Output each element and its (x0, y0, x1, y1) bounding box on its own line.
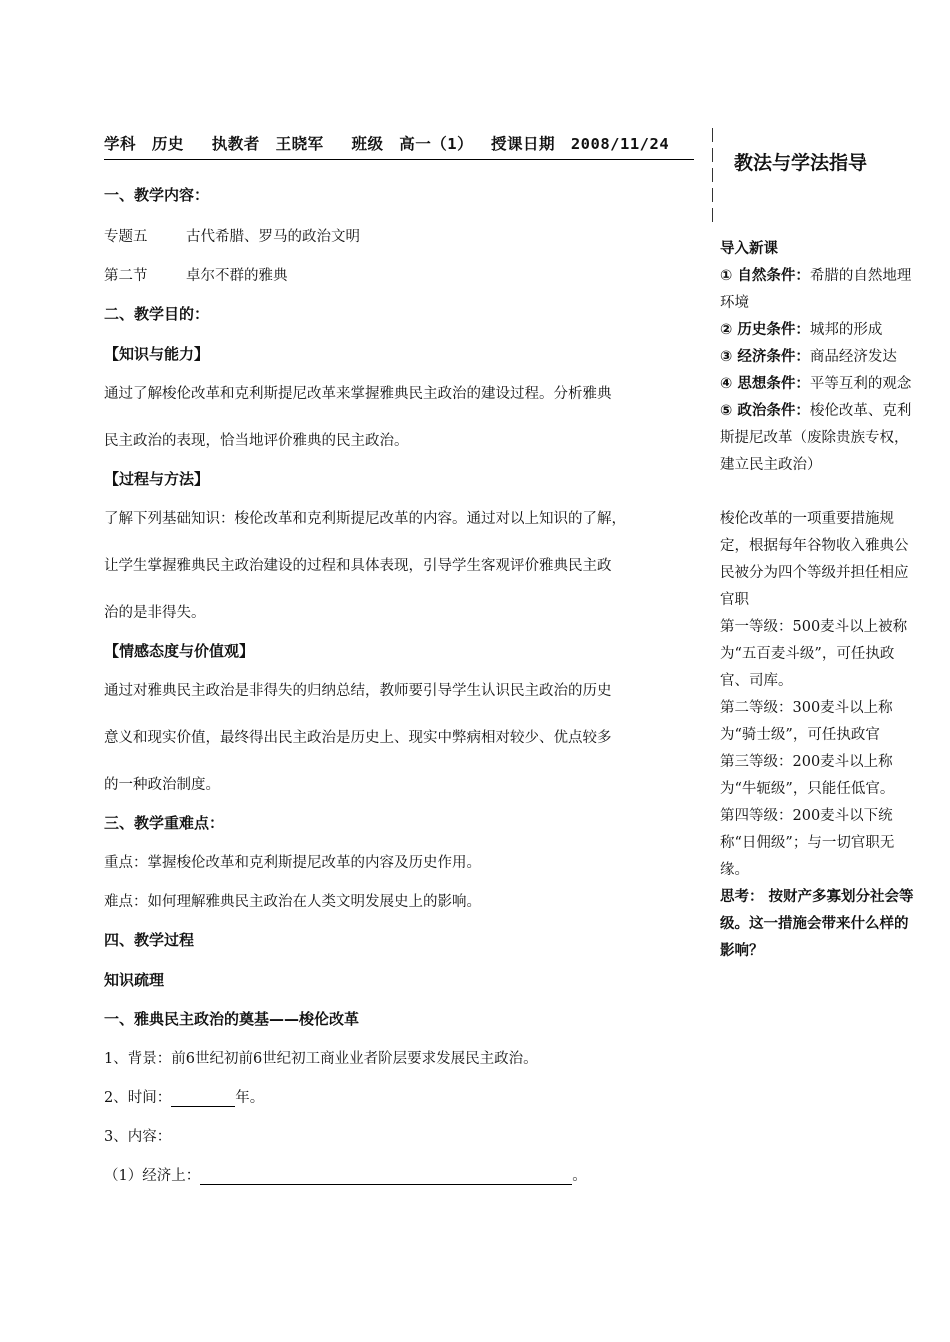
section-name: 卓尔不群的雅典 (186, 268, 288, 284)
process-method-line-2: 让学生掌握雅典民主政治建设的过程和具体表现，引导学生客观评价雅典民主政 (104, 558, 612, 574)
section-1-title: 一、教学内容： (104, 186, 210, 204)
section-4-title: 四、教学过程 (104, 931, 195, 949)
attitude-values-title: 【情感态度与价值观】 (104, 642, 255, 660)
section-3-title: 三、教学重难点： (104, 814, 225, 832)
process-method-title: 【过程与方法】 (104, 470, 210, 488)
process-method-line-1: 了解下列基础知识：梭伦改革和克利斯提尼改革的内容。通过对以上知识的了解， (104, 511, 626, 527)
item-time (104, 1086, 264, 1107)
process-method-line-3: 治的是非得失。 (104, 605, 206, 621)
topic-line (104, 225, 360, 246)
economy-blank[interactable] (200, 1170, 572, 1185)
teacher-label: 执教者 (211, 135, 260, 153)
knowledge-ability-line-1: 通过了解梭伦改革和克利斯提尼改革来掌握雅典民主政治的建设过程。分析雅典 (104, 386, 612, 402)
item-time-suffix: 年。 (235, 1090, 265, 1106)
key-point: 重点：掌握梭伦改革和克利斯提尼改革的内容及历史作用。 (104, 855, 481, 871)
reform-note: 梭伦改革的一项重要措施规定，根据每年谷物收入雅典公民被分为四个等级并担任相应官职 (720, 511, 909, 608)
topic-label: 专题五 (104, 229, 148, 245)
item-background: 1、背景：前6世纪初前6世纪初工商业业者阶层要求发展民主政治。 (104, 1051, 538, 1067)
attitude-values-line-1: 通过对雅典民主政治是非得失的归纳总结，教师要引导学生认识民主政治的历史 (104, 683, 612, 699)
sidebar-title: 教法与学法指导 (734, 152, 868, 174)
think-question: 思考： 按财产多寡划分社会等级。这一措施会带来什么样的影响？ (720, 889, 914, 959)
rank-4: 第四等级：200麦斗以下统称“日佣级”；与一切官职无缘。 (720, 808, 895, 878)
subject-value: 历史 (151, 135, 184, 153)
rank-1: 第一等级：500麦斗以上被称为“五百麦斗级”，可任执政官、司库。 (720, 619, 908, 689)
item-economy-label: （1）经济上： (104, 1168, 201, 1184)
date-label: 授课日期 (490, 135, 555, 153)
rank-2: 第二等级：300麦斗以上称为“骑士级”，可任执政官 (720, 700, 893, 743)
condition-historical: ② 历史条件：城邦的形成 (720, 322, 883, 338)
attitude-values-line-2: 意义和现实价值，最终得出民主政治是历史上、现实中弊病相对较少、优点较多 (104, 730, 612, 746)
knowledge-review-title: 知识疏理 (104, 971, 165, 989)
difficult-point: 难点：如何理解雅典民主政治在人类文明发展史上的影响。 (104, 894, 481, 910)
condition-economic: ③ 经济条件：商品经济发达 (720, 349, 897, 365)
teacher-value: 王晓军 (275, 135, 324, 153)
section-2-title: 二、教学目的： (104, 305, 210, 323)
date-value: 2008/11/24 (570, 135, 670, 153)
time-blank[interactable] (171, 1092, 235, 1107)
subject-label: 学科 (104, 135, 137, 153)
part-1-title: 一、雅典民主政治的奠基——梭伦改革 (104, 1010, 360, 1028)
topic-name: 古代希腊、罗马的政治文明 (186, 229, 360, 245)
item-content: 3、内容： (104, 1129, 172, 1145)
column-divider (712, 128, 718, 228)
lesson-plan-main (104, 132, 694, 1184)
attitude-values-line-3: 的一种政治制度。 (104, 777, 220, 793)
section-line (104, 264, 288, 285)
class-value: 高一（1） (399, 135, 474, 153)
knowledge-ability-title: 【知识与能力】 (104, 345, 210, 363)
intro-title: 导入新课 (720, 241, 778, 257)
condition-natural: ① 自然条件：希腊的自然地理环境 (720, 268, 912, 311)
item-economy (104, 1164, 587, 1185)
item-economy-suffix: 。 (572, 1168, 587, 1184)
item-time-label: 2、时间： (104, 1090, 172, 1106)
sidebar-text (720, 236, 915, 965)
section-label: 第二节 (104, 268, 148, 284)
lesson-header (104, 132, 694, 160)
class-label: 班级 (351, 135, 384, 153)
rank-3: 第三等级：200麦斗以上称为“牛轭级”，只能任低官。 (720, 754, 895, 797)
knowledge-ability-line-2: 民主政治的表现，恰当地评价雅典的民主政治。 (104, 433, 409, 449)
condition-political: ⑤ 政治条件：梭伦改革、克利斯提尼改革（废除贵族专权，建立民主政治） (720, 403, 912, 473)
condition-ideological: ④ 思想条件：平等互利的观念 (720, 376, 912, 392)
